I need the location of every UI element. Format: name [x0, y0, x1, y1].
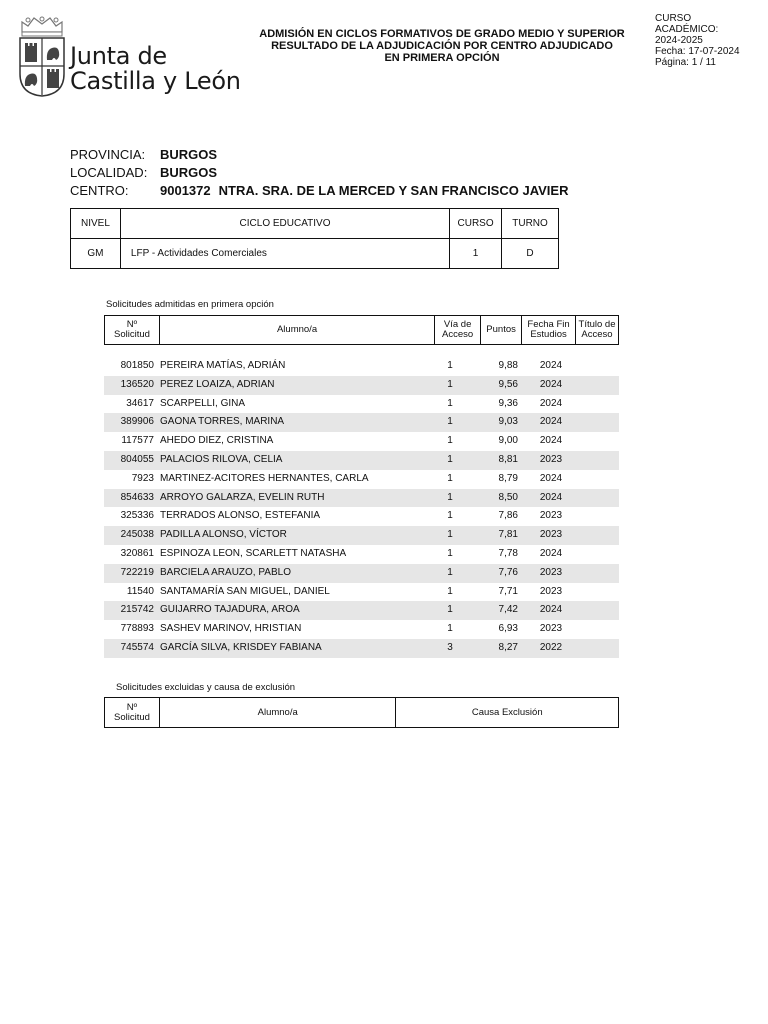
turno-header: TURNO	[502, 209, 559, 239]
table-row	[104, 601, 619, 620]
puntos: 9,56	[498, 378, 518, 390]
solicitud-number: 7923	[131, 472, 154, 484]
fecha-fin: 2024	[539, 547, 563, 559]
alumno-name: PEREZ LOAIZA, ADRIAN	[160, 378, 275, 390]
provincia-label: PROVINCIA:	[70, 147, 146, 162]
via-acceso: 1	[447, 529, 453, 541]
table-row	[104, 413, 619, 432]
solicitud-number: 722219	[120, 566, 154, 578]
via-acceso: 1	[447, 491, 453, 503]
via-acceso: 1	[447, 623, 453, 635]
fecha-fin: 2022	[539, 641, 563, 653]
document-meta	[655, 13, 740, 68]
puntos: 8,27	[498, 641, 518, 653]
fecha-fin: 2023	[539, 529, 563, 541]
excluded-title: Solicitudes excluidas y causa de exclusión	[116, 682, 296, 693]
title-line-3: EN PRIMERA OPCIÓN	[384, 52, 500, 64]
course-table	[70, 208, 559, 269]
table-row	[104, 489, 619, 508]
centro-name: NTRA. SRA. DE LA MERCED Y SAN FRANCISCO JAVIER	[218, 183, 569, 198]
admitted-title: Solicitudes admitidas en primera opción	[106, 299, 274, 310]
curso-header: CURSO	[450, 209, 502, 239]
fecha-fin: 2024	[539, 416, 563, 428]
solicitud-number: 801850	[120, 360, 154, 371]
alumno-name: SASHEV MARINOV, HRISTIAN	[160, 623, 302, 635]
alumno-name: SCARPELLI, GINA	[160, 397, 246, 409]
localidad-value: BURGOS	[160, 165, 218, 180]
puntos: 7,86	[498, 510, 518, 522]
table-row	[104, 507, 619, 526]
via-acceso: 1	[447, 435, 453, 447]
logo-line-2: Castilla y León	[70, 67, 241, 95]
alumno-name: SANTAMARÍA SAN MIGUEL, DANIEL	[160, 585, 330, 597]
alumno-name: MARTINEZ-ACITORES HERNANTES, CARLA	[160, 472, 369, 484]
table-row	[104, 376, 619, 395]
table-row	[104, 620, 619, 639]
puntos: 7,81	[498, 529, 518, 541]
puntos: 6,93	[498, 623, 518, 635]
admitted-list	[104, 357, 619, 658]
pagina: Página: 1 / 11	[655, 57, 716, 68]
table-row	[104, 639, 619, 658]
curso-label: CURSO	[655, 13, 692, 24]
localidad-line	[70, 165, 217, 181]
academico-label: ACADÉMICO:	[655, 24, 719, 35]
alumno-name: PEREIRA MATÍAS, ADRIÁN	[160, 360, 286, 371]
excluded-alumno-header: Alumno/a	[159, 698, 396, 728]
fecha-fin: 2024	[539, 472, 563, 484]
alumno-name: TERRADOS ALONSO, ESTEFANIA	[160, 510, 321, 522]
nivel-cell: GM	[71, 239, 121, 269]
alumno-name: GUIJARRO TAJADURA, AROA	[160, 604, 300, 616]
solicitud-number: 804055	[120, 453, 154, 465]
table-row	[104, 545, 619, 564]
alumno-name: ESPINOZA LEON, SCARLETT NATASHA	[160, 547, 347, 559]
alumno-name: PALACIOS RILOVA, CELIA	[160, 453, 283, 465]
puntos: 7,42	[498, 604, 518, 616]
fecha-fin: 2023	[539, 510, 563, 522]
junta-logo	[14, 10, 246, 102]
excluded-num-header: Nº Solicitud	[105, 698, 160, 728]
alumno-name: GAONA TORRES, MARINA	[160, 416, 285, 428]
solicitud-number: 245038	[120, 529, 154, 541]
excluded-header	[104, 697, 619, 728]
fecha-fin: 2023	[539, 453, 563, 465]
table-row	[104, 451, 619, 470]
puntos-header: Puntos	[481, 316, 522, 345]
fecha-fin: 2024	[539, 435, 563, 447]
via-acceso: 1	[447, 585, 453, 597]
document-title	[250, 28, 634, 64]
via-acceso: 1	[447, 453, 453, 465]
centro-label: CENTRO:	[70, 183, 129, 198]
table-row	[104, 526, 619, 545]
fecha-fin: 2024	[539, 378, 563, 390]
num-header: Nº Solicitud	[105, 316, 160, 345]
solicitud-number: 325336	[120, 510, 154, 522]
table-row	[104, 564, 619, 583]
table-row	[104, 395, 619, 414]
via-acceso: 1	[447, 416, 453, 428]
solicitud-number: 11540	[126, 585, 154, 597]
solicitud-number: 854633	[120, 491, 154, 503]
puntos: 7,78	[498, 547, 518, 559]
alumno-name: PADILLA ALONSO, VÍCTOR	[160, 529, 287, 541]
fecha-fin: 2023	[539, 566, 563, 578]
solicitud-number: 215742	[120, 604, 154, 616]
fecha-fin: 2024	[539, 491, 563, 503]
solicitud-number: 117577	[121, 435, 154, 447]
puntos: 7,76	[498, 566, 518, 578]
via-acceso: 3	[447, 641, 453, 653]
alumno-name: ARROYO GALARZA, EVELIN RUTH	[160, 491, 325, 503]
causa-header: Causa Exclusión	[396, 698, 619, 728]
puntos: 8,50	[498, 491, 518, 503]
alumno-header: Alumno/a	[159, 316, 434, 345]
ciclo-cell: LFP - Actividades Comerciales	[120, 239, 449, 269]
fecha-fin: 2024	[539, 397, 563, 409]
curso-cell: 1	[450, 239, 502, 269]
table-row	[104, 432, 619, 451]
puntos: 7,71	[498, 585, 518, 597]
title-line-1: ADMISIÓN EN CICLOS FORMATIVOS DE GRADO MEDIO Y SUPERIOR	[259, 28, 625, 40]
ciclo-header: CICLO EDUCATIVO	[120, 209, 449, 239]
academico-value: 2024-2025	[655, 35, 703, 46]
puntos: 8,81	[498, 453, 518, 465]
provincia-line	[70, 147, 217, 163]
puntos: 8,79	[498, 472, 518, 484]
fecha-fin: 2024	[539, 604, 563, 616]
nivel-header: NIVEL	[71, 209, 121, 239]
via-acceso: 1	[447, 566, 453, 578]
fecha-header: Fecha Fin Estudios	[522, 316, 576, 345]
solicitud-number: 136520	[120, 378, 154, 390]
fecha: Fecha: 17-07-2024	[655, 46, 740, 57]
via-acceso: 1	[447, 360, 453, 371]
alumno-name: BARCIELA ARAUZO, PABLO	[160, 566, 291, 578]
solicitud-number: 778893	[120, 623, 154, 635]
turno-cell: D	[502, 239, 559, 269]
via-acceso: 1	[447, 472, 453, 484]
provincia-value: BURGOS	[160, 147, 218, 162]
centro-line	[70, 183, 568, 199]
alumno-name: AHEDO DIEZ, CRISTINA	[160, 435, 274, 447]
logo-line-1: Junta de	[70, 42, 167, 70]
puntos: 9,88	[498, 360, 518, 371]
table-row	[104, 470, 619, 489]
coat-of-arms-icon	[16, 10, 68, 98]
localidad-label: LOCALIDAD:	[70, 165, 148, 180]
solicitud-number: 320861	[120, 547, 154, 559]
puntos: 9,00	[498, 435, 518, 447]
fecha-fin: 2023	[539, 585, 563, 597]
via-acceso: 1	[447, 397, 453, 409]
centro-code: 9001372	[160, 183, 211, 198]
solicitud-number: 34617	[126, 397, 154, 409]
solicitud-number: 389906	[120, 416, 154, 428]
alumno-name: GARCÍA SILVA, KRISDEY FABIANA	[160, 641, 322, 653]
fecha-fin: 2023	[539, 623, 563, 635]
via-acceso: 1	[447, 378, 453, 390]
admitted-header	[104, 315, 619, 345]
fecha-fin: 2024	[539, 360, 563, 371]
via-acceso: 1	[447, 510, 453, 522]
via-header: Vía de Acceso	[435, 316, 481, 345]
table-row	[104, 583, 619, 602]
table-row	[104, 357, 619, 376]
puntos: 9,03	[498, 416, 518, 428]
title-line-2: RESULTADO DE LA ADJUDICACIÓN POR CENTRO ADJUDICADO	[271, 40, 613, 52]
solicitud-number: 745574	[120, 641, 154, 653]
via-acceso: 1	[447, 547, 453, 559]
puntos: 9,36	[498, 397, 518, 409]
titulo-header: Título de Acceso	[576, 316, 619, 345]
via-acceso: 1	[447, 604, 453, 616]
